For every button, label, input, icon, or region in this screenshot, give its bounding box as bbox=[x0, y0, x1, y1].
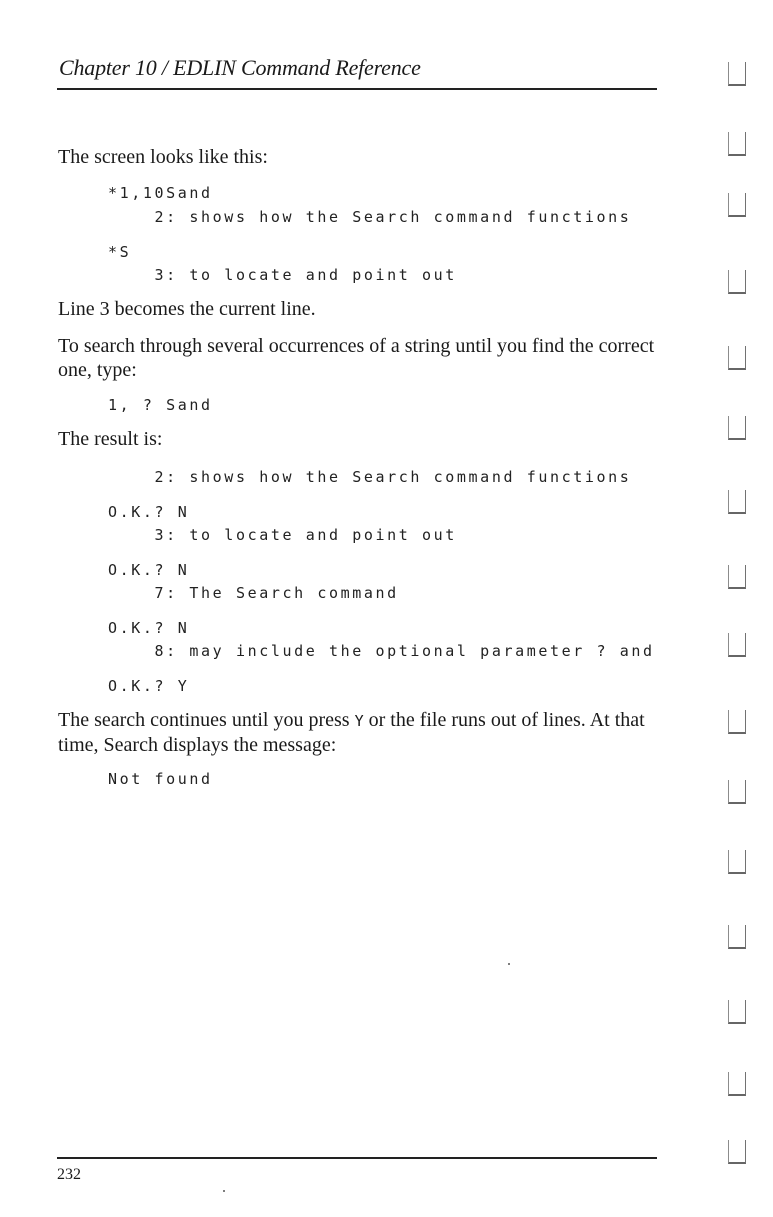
margin-tab-mark bbox=[728, 193, 746, 217]
scan-speck bbox=[223, 1190, 225, 1192]
code-line: 3: to locate and point out bbox=[108, 266, 457, 284]
page-number: 232 bbox=[57, 1166, 81, 1183]
code-line: O.K.? Y bbox=[108, 677, 190, 695]
header-rule bbox=[57, 88, 657, 90]
paragraph-current-line: Line 3 becomes the current line. bbox=[58, 298, 316, 320]
footer-rule bbox=[57, 1157, 657, 1159]
code-line: *S bbox=[108, 243, 132, 261]
margin-tab-mark bbox=[728, 490, 746, 514]
margin-tab-mark bbox=[728, 565, 746, 589]
chapter-header: Chapter 10 / EDLIN Command Reference bbox=[59, 55, 421, 80]
margin-tab-mark bbox=[728, 1072, 746, 1096]
margin-tab-mark bbox=[728, 132, 746, 156]
code-line: 1, ? Sand bbox=[108, 396, 213, 414]
margin-tab-mark bbox=[728, 780, 746, 804]
key-y: Y bbox=[354, 712, 364, 730]
code-line: 7: The Search command bbox=[108, 584, 399, 602]
code-line: O.K.? N bbox=[108, 619, 190, 637]
paragraph-several-occurrences: To search through several occurrences of a string until you find the correct one, type: bbox=[58, 335, 655, 381]
code-line: O.K.? N bbox=[108, 561, 190, 579]
margin-tab-mark bbox=[728, 270, 746, 294]
paragraph-result: The result is: bbox=[58, 428, 163, 450]
margin-tab-mark bbox=[728, 925, 746, 949]
code-line: Not found bbox=[108, 770, 213, 788]
code-line: 2: shows how the Search command functions bbox=[108, 468, 632, 486]
code-line: O.K.? N bbox=[108, 503, 190, 521]
margin-tab-mark bbox=[728, 346, 746, 370]
paragraph-search-continues bbox=[58, 708, 668, 757]
code-line: *1,10Sand bbox=[108, 184, 213, 202]
scan-speck bbox=[508, 963, 510, 965]
margin-tab-mark bbox=[728, 62, 746, 86]
margin-tab-mark bbox=[728, 1140, 746, 1164]
code-line: 3: to locate and point out bbox=[108, 526, 457, 544]
paragraph-text: or the file runs out of lines. At that time, Search displays the message: bbox=[58, 709, 645, 756]
paragraph-text: The search continues until you press bbox=[58, 709, 355, 731]
margin-tab-mark bbox=[728, 416, 746, 440]
paragraph-screen-intro: The screen looks like this: bbox=[58, 146, 268, 168]
margin-tab-mark bbox=[728, 710, 746, 734]
margin-tab-mark bbox=[728, 1000, 746, 1024]
code-line: 2: shows how the Search command functions bbox=[108, 208, 632, 226]
code-line: 8: may include the optional parameter ? and bbox=[108, 642, 655, 660]
margin-tab-mark bbox=[728, 633, 746, 657]
margin-tab-mark bbox=[728, 850, 746, 874]
